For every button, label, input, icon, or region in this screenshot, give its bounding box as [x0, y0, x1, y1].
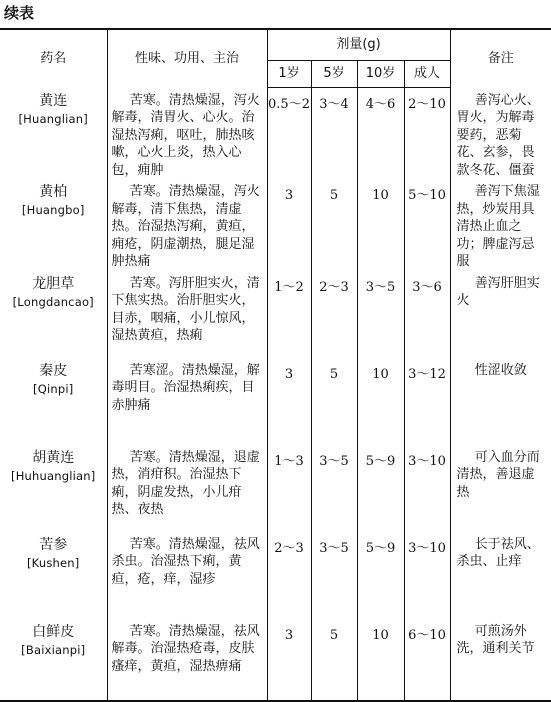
dose-1-year: 3 [267, 358, 311, 445]
herb-properties: 苦寒。泻肝胆实火，清下焦实热。治肝胆实火，目赤，咽痛，小儿惊风，湿热黄疸，热痢 [107, 271, 267, 358]
dose-1-year: 1～2 [267, 271, 311, 358]
header-age-10: 10岁 [357, 61, 404, 88]
herb-pinyin: [Kushen] [27, 555, 80, 570]
herb-properties: 苦寒。清热燥湿，泻火解毒，清下焦热，清虚热。治湿热泻痢，黄疸，痈疮，阴虚潮热，腿足湿肿热痛 [107, 179, 267, 271]
dose-adult: 3～12 [404, 358, 450, 445]
herb-name-cell [0, 358, 107, 445]
header-row [0, 29, 551, 61]
herb-name-cell [0, 179, 107, 271]
herb-remarks: 性涩收敛 [450, 358, 551, 445]
dose-5-year: 5 [311, 179, 357, 271]
header-age-1: 1岁 [267, 61, 311, 88]
herb-pinyin: [Longdancao] [12, 294, 94, 309]
herb-properties: 苦寒。清热燥湿，祛风解毒。治湿热疮毒，皮肤瘙痒，黄疸，湿热痹痛 [107, 619, 267, 701]
table-row [0, 619, 551, 701]
dose-adult: 6～10 [404, 619, 450, 701]
table-row [0, 179, 551, 271]
herb-pinyin: [Qinpi] [33, 381, 74, 396]
herb-remarks: 善泻肝胆实火 [450, 271, 551, 358]
herb-name: 龙胆草 [32, 275, 75, 292]
dose-adult: 3～6 [404, 271, 450, 358]
herb-remarks: 善泻下焦湿热，炒炭用具清热止血之功；脾虚泻忌服 [450, 179, 551, 271]
table-caption: 续表 [4, 4, 35, 22]
herb-name-cell [0, 532, 107, 619]
herb-remarks: 可煎汤外洗，通利关节 [450, 619, 551, 701]
herb-pinyin: [Baixianpi] [21, 642, 86, 657]
herb-remarks: 善泻心火、胃火，为解毒要药，恶菊花、玄参，畏款冬花、僵蚕 [450, 88, 551, 180]
dose-10-year: 4～6 [357, 88, 404, 180]
header-properties: 性味、功用、主治 [107, 29, 267, 88]
table-row [0, 445, 551, 532]
herb-name: 白鲜皮 [32, 623, 75, 640]
table-row [0, 358, 551, 445]
herb-pinyin: [Huhuanglian] [11, 468, 96, 483]
herb-name-cell [0, 619, 107, 701]
dose-10-year: 10 [357, 358, 404, 445]
herb-name-cell [0, 445, 107, 532]
dose-adult: 2～10 [404, 88, 450, 180]
dose-10-year: 5～9 [357, 532, 404, 619]
herb-name-cell [0, 88, 107, 180]
herb-dosage-table [0, 28, 551, 702]
header-name: 药名 [0, 29, 107, 88]
dose-adult: 5～10 [404, 179, 450, 271]
dose-adult: 3～10 [404, 532, 450, 619]
dose-5-year: 3～5 [311, 445, 357, 532]
dose-5-year: 5 [311, 619, 357, 701]
dose-5-year: 5 [311, 358, 357, 445]
herb-name: 黄柏 [39, 184, 68, 200]
herb-name: 秦皮 [39, 362, 68, 379]
dose-5-year: 3～5 [311, 532, 357, 619]
header-age-5: 5岁 [311, 61, 357, 88]
dose-5-year: 2～3 [311, 271, 357, 358]
herb-pinyin: [Huanglian] [18, 111, 88, 126]
dose-1-year: 1～3 [267, 445, 311, 532]
herb-name-cell [0, 271, 107, 358]
herb-properties: 苦寒。清热燥湿，泻火解毒，清胃火、心火。治湿热泻痢，呕吐，肺热咳嗽，心火上炎，热入心包，痈肿 [107, 88, 267, 180]
herb-remarks: 长于祛风、杀虫、止痒 [450, 532, 551, 619]
header-dosage: 剂量(g) [267, 29, 450, 61]
table-row [0, 532, 551, 619]
dose-1-year: 2～3 [267, 532, 311, 619]
herb-properties: 苦寒。清热燥湿，祛风杀虫。治湿热下痢，黄疸，疮，痒，湿疹 [107, 532, 267, 619]
dose-1-year: 0.5～2 [267, 88, 311, 180]
herb-name: 胡黄连 [32, 449, 75, 466]
herb-name: 苦参 [39, 536, 68, 553]
dose-1-year: 3 [267, 179, 311, 271]
dose-5-year: 3～4 [311, 88, 357, 180]
header-adult: 成人 [404, 61, 450, 88]
dose-10-year: 10 [357, 619, 404, 701]
table-row [0, 88, 551, 180]
dose-10-year: 3～5 [357, 271, 404, 358]
herb-properties: 苦寒。清热燥湿，退虚热，消疳积。治湿热下痢，阴虚发热，小儿疳热、夜热 [107, 445, 267, 532]
herb-remarks: 可入血分而清热，善退虚热 [450, 445, 551, 532]
herb-pinyin: [Huangbo] [21, 203, 85, 217]
header-remarks: 备注 [450, 29, 551, 88]
dose-10-year: 5～9 [357, 445, 404, 532]
dose-10-year: 10 [357, 179, 404, 271]
dose-adult: 3～10 [404, 445, 450, 532]
dose-1-year: 3 [267, 619, 311, 701]
table-row [0, 271, 551, 358]
herb-name: 黄连 [39, 92, 68, 109]
herb-properties: 苦寒涩。清热燥湿，解毒明目。治湿热痢疾，目赤肿痛 [107, 358, 267, 445]
